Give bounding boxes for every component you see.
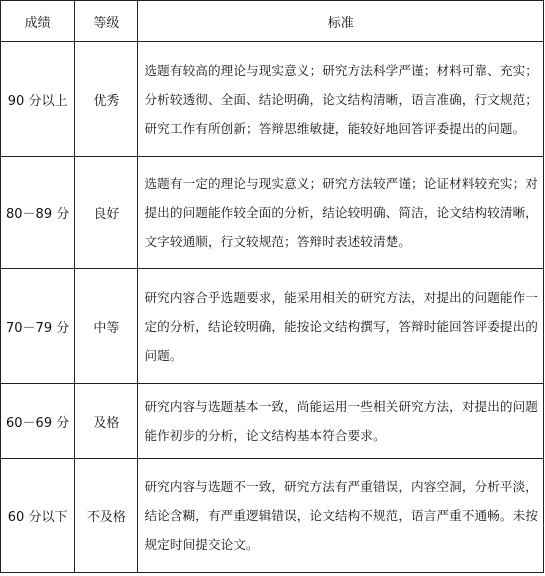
header-level: 等级 bbox=[75, 1, 138, 42]
standard-line: 规定时间提交论文。 bbox=[144, 537, 259, 552]
score-cell: 70－79 分 bbox=[1, 269, 75, 384]
standard-line: 文字较通顺，行文较规范；答辩时表述较清楚。 bbox=[144, 234, 412, 249]
standard-cell bbox=[138, 269, 544, 384]
level-cell: 良好 bbox=[75, 157, 138, 269]
standard-line: 问题。 bbox=[144, 347, 183, 363]
level-cell: 优秀 bbox=[75, 42, 138, 157]
standard-line: 提出的问题能作较全面的分析，结论较明确、简洁，论文结构较清晰， bbox=[144, 205, 538, 220]
standard-line: 选题有较高的理论与现实意义；研究方法科学严谨；材料可靠、充实； bbox=[144, 62, 538, 78]
standard-line: 研究内容与选题不一致，研究方法有严重错误，内容空洞，分析平淡， bbox=[144, 479, 538, 494]
level-cell: 及格 bbox=[75, 384, 138, 459]
standard-line: 能作初步的分析，论文结构基本符合要求。 bbox=[144, 428, 386, 443]
score-cell: 80－89 分 bbox=[1, 157, 75, 269]
standard-line: 研究内容合乎选题要求，能采用相关的研究方法，对提出的问题能作一 bbox=[144, 289, 538, 305]
table-row bbox=[1, 157, 544, 269]
standard-line: 定的分析，结论较明确，能按论文结构撰写，答辩时能回答评委提出的 bbox=[144, 318, 538, 334]
header-score: 成绩 bbox=[1, 1, 75, 42]
standard-cell bbox=[138, 42, 544, 157]
standard-line: 分析较透彻、全面、结论明确，论文结构清晰，语言准确，行文规范； bbox=[144, 91, 538, 107]
level-cell: 中等 bbox=[75, 269, 138, 384]
standard-cell bbox=[138, 384, 544, 459]
score-cell: 60 分以下 bbox=[1, 459, 75, 573]
table-row bbox=[1, 384, 544, 459]
score-cell: 90 分以上 bbox=[1, 42, 75, 157]
standard-line: 选题有一定的理论与现实意义；研究方法较严谨；论证材料较充实；对 bbox=[144, 176, 538, 191]
header-standard: 标准 bbox=[138, 1, 544, 42]
score-cell: 60－69 分 bbox=[1, 384, 75, 459]
table-row bbox=[1, 269, 544, 384]
standard-cell bbox=[138, 459, 544, 573]
table-row bbox=[1, 42, 544, 157]
table-row bbox=[1, 459, 544, 573]
standard-line: 结论含糊，有严重逻辑错误，论文结构不规范，语言严重不通畅。未按 bbox=[144, 508, 538, 523]
level-cell: 不及格 bbox=[75, 459, 138, 573]
standard-cell bbox=[138, 157, 544, 269]
standard-line: 研究内容与选题基本一致，尚能运用一些相关研究方法，对提出的问题 bbox=[144, 399, 538, 414]
standard-line: 研究工作有所创新；答辩思维敏捷，能较好地回答评委提出的问题。 bbox=[144, 120, 526, 136]
table-header-row bbox=[1, 1, 544, 42]
